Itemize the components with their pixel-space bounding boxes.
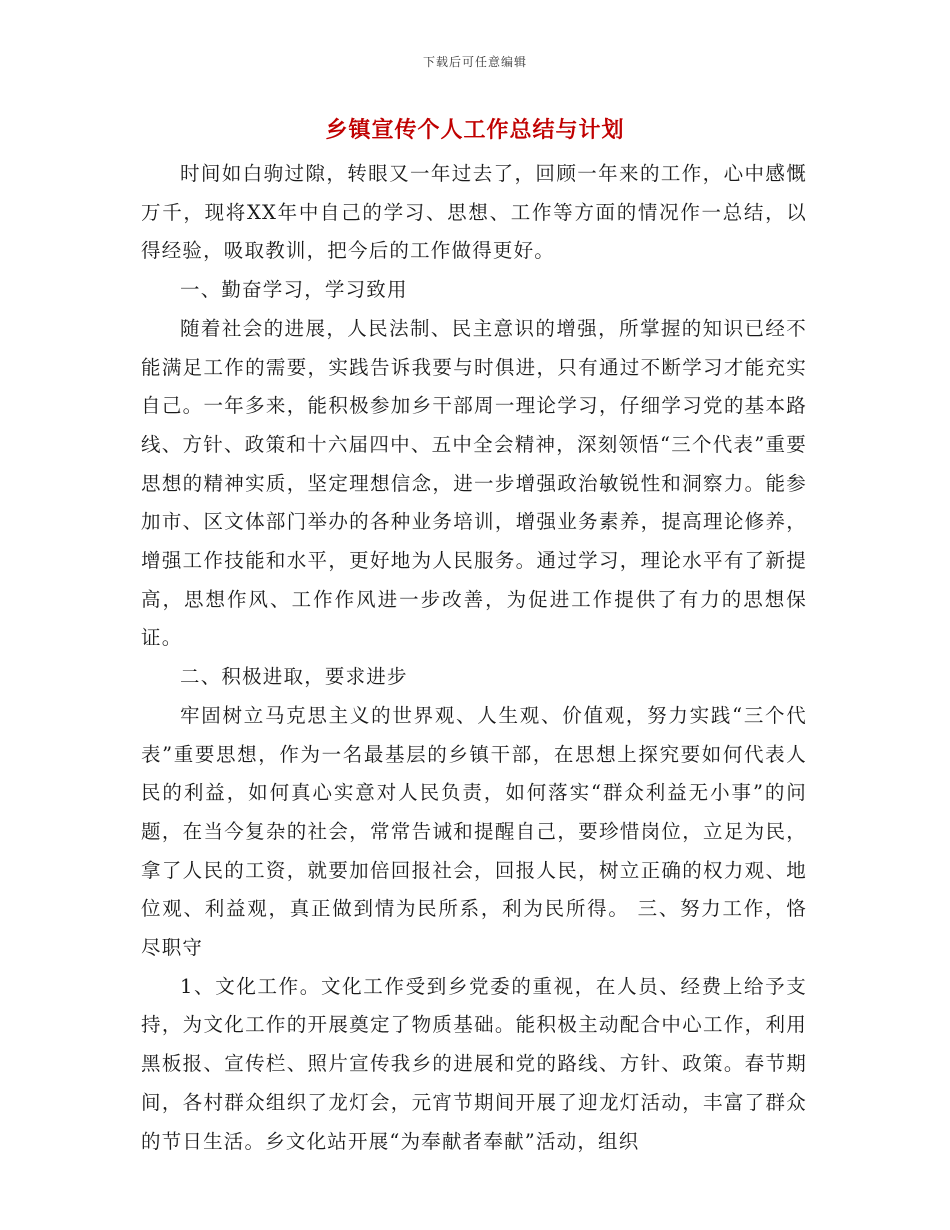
document-title: 乡镇宣传个人工作总结与计划: [325, 117, 625, 143]
section-heading-1: 一、勤奋学习，学习致用: [180, 278, 408, 302]
paragraph-intro: 时间如白驹过隙，转眼又一年过去了，回顾一年来的工作，心中感慨万千，现将XX年中自己的学习、思想、工作等方面的情况作一总结，以得经验，吸取教训，把今后的工作做得更好。: [141, 162, 807, 263]
paragraph-progress: 牢固树立马克思主义的世界观、人生观、价值观，努力实践“三个代表”重要思想，作为一名最基层的乡镇干部，在思想上探究要如何代表人民的利益，如何真心实意对人民负责，如何落实“群众利益无小事”的问题，在当今复杂的社会，常常告诫和提醒自己，要珍惜岗位，立足为民，拿了人民的工资，就要加倍回报社会，回报人民，树立正确的权力观、地位观、利益观，真正做到情为民所系，利为民所得。 三、努力工作，恪尽职守: [141, 703, 807, 960]
header-note: 下载后可任意编辑: [422, 55, 527, 69]
paragraph-study: 随着社会的进展，人民法制、民主意识的增强，所掌握的知识已经不能满足工作的需要，实践告诉我要与时俱进，只有通过不断学习才能充实自己。一年多来，能积极参加乡干部周一理论学习，仔细学习党的基本路线、方针、政策和十六届四中、五中全会精神，深刻领悟“三个代表”重要思想的精神实质，坚定理想信念，进一步增强政治敏锐性和洞察力。能参加市、区文体部门举办的各种业务培训，增强业务素养，提高理论修养，增强工作技能和水平，更好地为人民服务。通过学习，理论水平有了新提高，思想作风、工作作风进一步改善，为促进工作提供了有力的思想保证。: [141, 316, 807, 650]
document-body: [141, 155, 807, 1161]
section-heading-2: 二、积极进取，要求进步: [180, 665, 408, 689]
paragraph-culture-work: 1、文化工作。文化工作受到乡党委的重视，在人员、经费上给予支持，为文化工作的开展奠定了物质基础。能积极主动配合中心工作，利用黑板报、宣传栏、照片宣传我乡的进展和党的路线、方针、政策。春节期间，各村群众组织了龙灯会，元宵节期间开展了迎龙灯活动，丰富了群众的节日生活。乡文化站开展“为奉献者奉献”活动，组织: [141, 974, 807, 1153]
